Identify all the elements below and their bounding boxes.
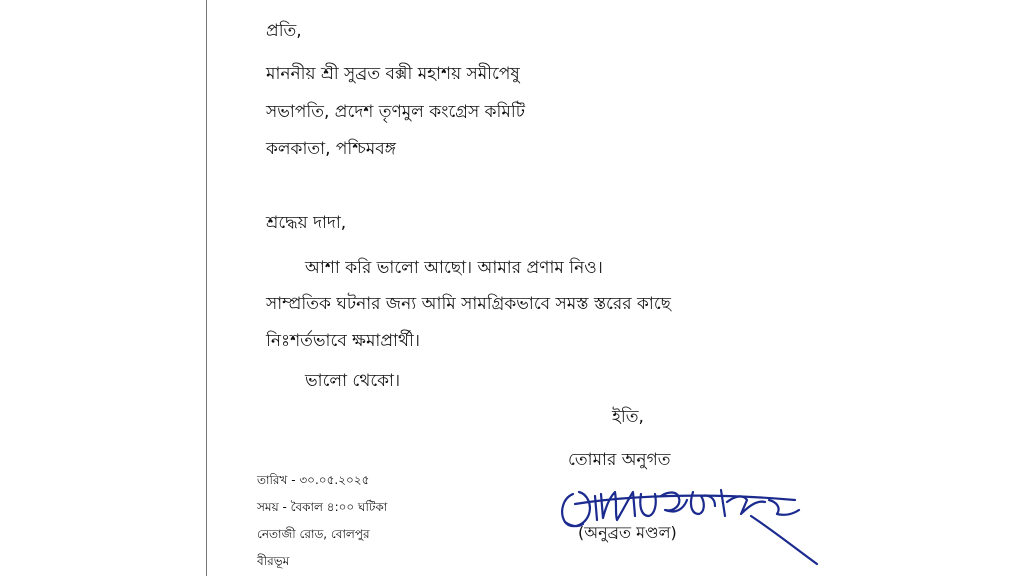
footer-date: তারিখ - ৩০.০৫.২০২৫ (257, 473, 370, 487)
footer-address: নেতাজী রোড, বোলপুর (257, 527, 370, 541)
greeting: শ্রদ্ধেয় দাদা, (266, 213, 347, 233)
body-line-4: ভালো থেকো। (305, 371, 401, 391)
recipient-name: মাননীয় শ্রী সুব্রত বক্সী মহাশয় সমীপেষু (266, 64, 520, 84)
signatory-name: (অনুব্রত মণ্ডল) (578, 523, 677, 542)
recipient-location: কলকাতা, পশ্চিমবঙ্গ (266, 139, 396, 159)
recipient-designation: সভাপতি, প্রদেশ তৃণমুল কংগ্রেস কমিটি (266, 102, 525, 122)
body-line-2: সাম্প্রতিক ঘটনার জন্য আমি সামগ্রিকভাবে সমস্ত স্তরের কাছে (266, 294, 671, 314)
salutation-to: প্রতি, (266, 21, 302, 41)
body-line-1: আশা করি ভালো আছো। আমার প্রণাম নিও। (305, 258, 603, 278)
closing-yours: তোমার অনুগত (568, 450, 671, 470)
closing-iti: ইতি, (612, 407, 644, 427)
footer-time: সময় - বৈকাল ৪:০০ ঘটিকা (257, 500, 388, 514)
page-margin-line (206, 0, 207, 576)
body-line-3: নিঃশর্তভাবে ক্ষমাপ্রার্থী। (266, 331, 420, 351)
footer-district: বীরভূম (257, 554, 290, 568)
